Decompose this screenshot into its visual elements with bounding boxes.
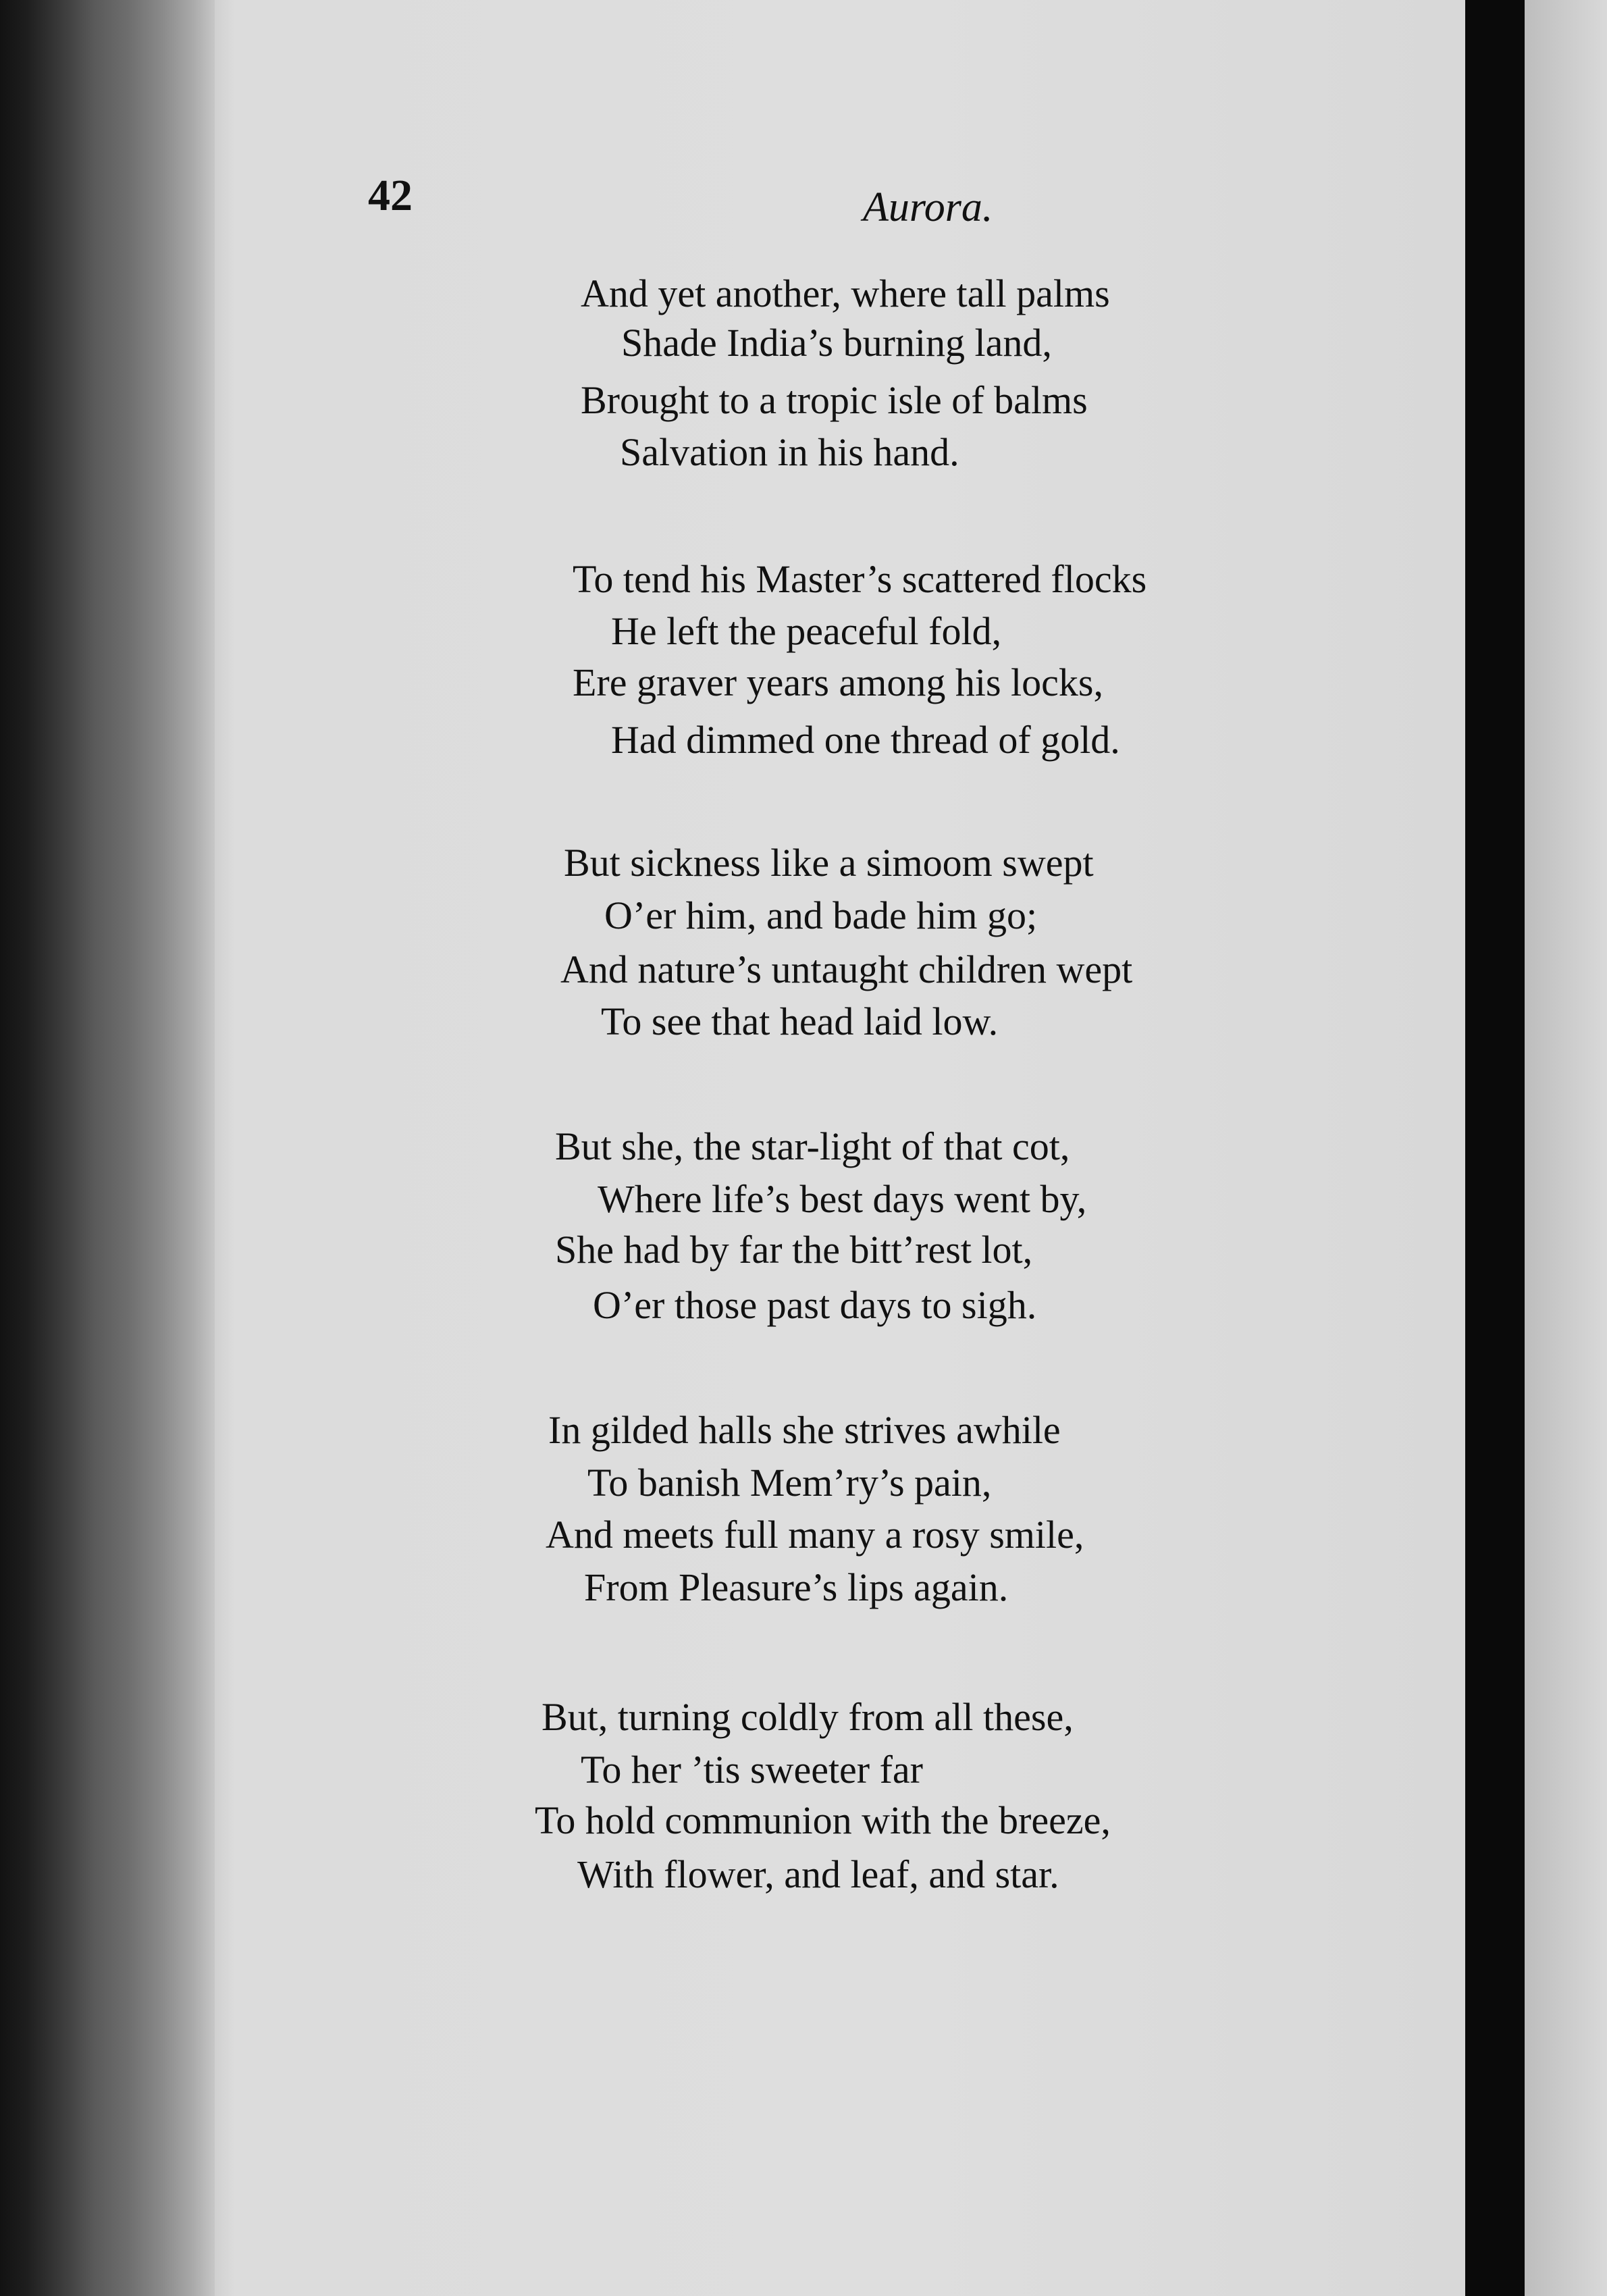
poem-line: To her ’tis sweeter far bbox=[581, 1748, 923, 1792]
poem-line: O’er those past days to sigh. bbox=[593, 1283, 1037, 1327]
poem-line: Shade India’s burning land, bbox=[621, 321, 1052, 365]
poem-line: O’er him, and bade him go; bbox=[604, 893, 1038, 937]
poem-line: From Pleasure’s lips again. bbox=[584, 1565, 1009, 1609]
poem-line: And nature’s untaught children wept bbox=[560, 947, 1133, 991]
poem-line: To see that head laid low. bbox=[601, 999, 999, 1043]
poem-line: She had by far the bitt’rest lot, bbox=[555, 1228, 1033, 1272]
poem-line: With flower, and leaf, and star. bbox=[577, 1852, 1059, 1896]
poem-line: To tend his Master’s scattered flocks bbox=[573, 557, 1147, 601]
poem-line: Brought to a tropic isle of balms bbox=[581, 378, 1088, 422]
poem-line: To banish Mem’ry’s pain, bbox=[587, 1461, 992, 1505]
poem-line: Ere graver years among his locks, bbox=[573, 660, 1103, 704]
poem-line: Salvation in his hand. bbox=[620, 430, 959, 474]
poem-line: But she, the star-light of that cot, bbox=[555, 1124, 1070, 1168]
page-number: 42 bbox=[368, 171, 413, 220]
poem-line: And meets full many a rosy smile, bbox=[546, 1513, 1084, 1557]
facing-page-edge bbox=[1525, 0, 1607, 2296]
poem-line: He left the peaceful fold, bbox=[611, 609, 1002, 653]
poem-line: Where life’s best days went by, bbox=[598, 1177, 1087, 1221]
poem-line: But, turning coldly from all these, bbox=[542, 1695, 1074, 1739]
book-page-edges bbox=[0, 0, 223, 2296]
poem-line: But sickness like a simoom swept bbox=[564, 841, 1094, 885]
poem-line: In gilded halls she strives awhile bbox=[548, 1408, 1061, 1452]
running-title: Aurora. bbox=[863, 184, 993, 230]
poem-line: And yet another, where tall palms bbox=[581, 271, 1110, 315]
book-gutter bbox=[1465, 0, 1525, 2296]
poem-line: To hold communion with the breeze, bbox=[535, 1798, 1111, 1842]
poem-line: Had dimmed one thread of gold. bbox=[611, 718, 1120, 762]
